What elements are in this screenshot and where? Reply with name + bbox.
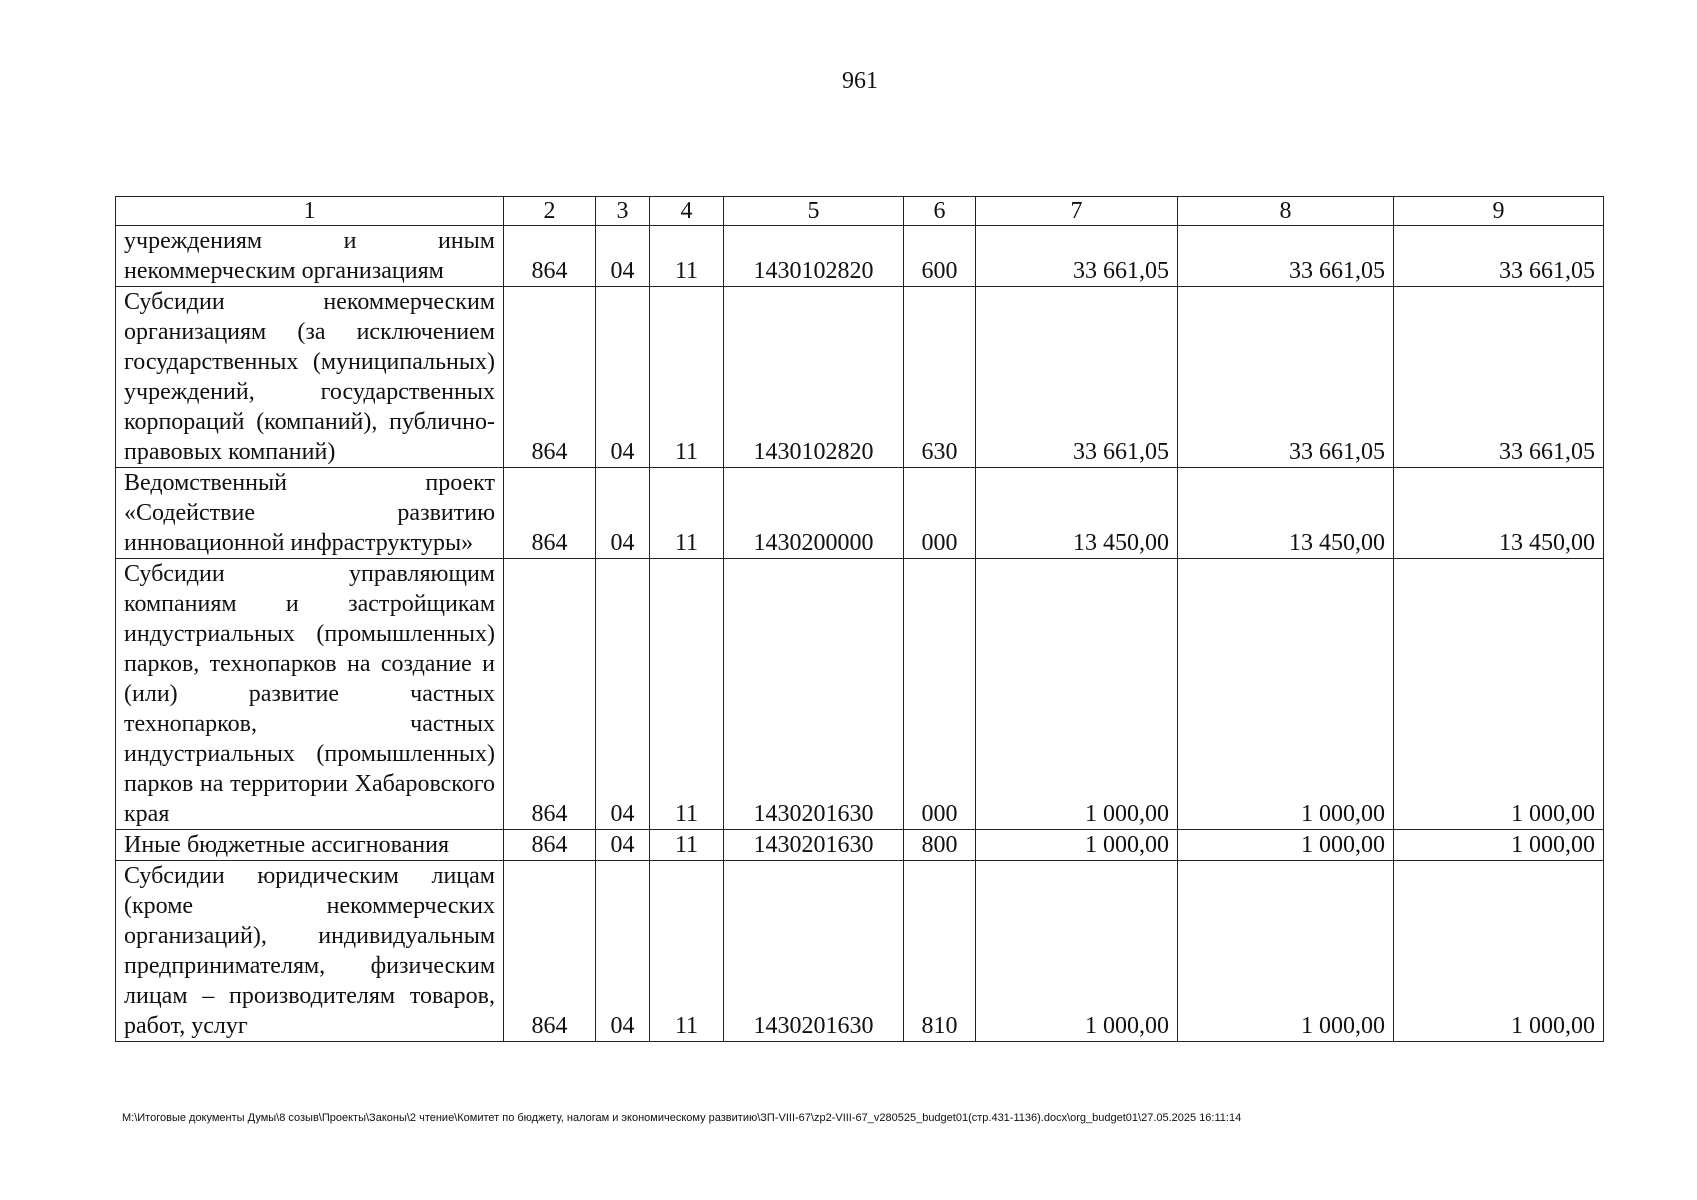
expense-type-code: 600 xyxy=(904,226,976,287)
table-row xyxy=(116,468,1604,559)
amount-col-8: 1 000,00 xyxy=(1178,861,1394,1042)
target-article-code: 1430201630 xyxy=(724,559,904,830)
ministry-code: 864 xyxy=(504,559,596,830)
section-code: 04 xyxy=(596,468,650,559)
ministry-code: 864 xyxy=(504,468,596,559)
header-cell: 6 xyxy=(904,197,976,226)
amount-col-7: 1 000,00 xyxy=(976,559,1178,830)
table-row xyxy=(116,861,1604,1042)
amount-col-8: 1 000,00 xyxy=(1178,830,1394,861)
amount-col-7: 13 450,00 xyxy=(976,468,1178,559)
row-name: Субсидии юридическим лицам (кроме некоммерческих организаций), индивидуальным предпринимателям, физическим лицам – производителям товаров, работ, услуг xyxy=(116,861,504,1042)
table-row xyxy=(116,830,1604,861)
header-cell: 2 xyxy=(504,197,596,226)
document-file-path: M:\Итоговые документы Думы\8 созыв\Проекты\Законы\2 чтение\Комитет по бюджету, налогам и экономическому развитию\ЗП-VIII-67\zp2-VIII-67_v280525_budget01(стр.431-1136).docx\org_budget01\27.05.2025 16:11:14 xyxy=(122,1112,1242,1124)
target-article-code: 1430102820 xyxy=(724,226,904,287)
table-header-row xyxy=(116,197,1604,226)
amount-col-9: 13 450,00 xyxy=(1394,468,1604,559)
target-article-code: 1430102820 xyxy=(724,287,904,468)
amount-col-7: 33 661,05 xyxy=(976,226,1178,287)
amount-col-8: 33 661,05 xyxy=(1178,287,1394,468)
row-name: Субсидии управляющим компаниям и застройщикам индустриальных (промышленных) парков, технопарков на создание и (или) развитие частных технопарков, частных индустриальных (промышленных) парков на территории Хабаровского края xyxy=(116,559,504,830)
target-article-code: 1430201630 xyxy=(724,861,904,1042)
table-row xyxy=(116,287,1604,468)
expense-type-code: 000 xyxy=(904,559,976,830)
expense-type-code: 810 xyxy=(904,861,976,1042)
expense-type-code: 800 xyxy=(904,830,976,861)
table-row xyxy=(116,559,1604,830)
ministry-code: 864 xyxy=(504,226,596,287)
amount-col-9: 33 661,05 xyxy=(1394,287,1604,468)
subsection-code: 11 xyxy=(650,830,724,861)
amount-col-8: 33 661,05 xyxy=(1178,226,1394,287)
amount-col-8: 13 450,00 xyxy=(1178,468,1394,559)
section-code: 04 xyxy=(596,226,650,287)
amount-col-7: 1 000,00 xyxy=(976,830,1178,861)
page-number: 961 xyxy=(842,68,878,94)
amount-col-7: 1 000,00 xyxy=(976,861,1178,1042)
section-code: 04 xyxy=(596,861,650,1042)
row-name: Ведомственный проект «Содействие развитию инновационной инфраструктуры» xyxy=(116,468,504,559)
header-cell: 4 xyxy=(650,197,724,226)
section-code: 04 xyxy=(596,287,650,468)
target-article-code: 1430200000 xyxy=(724,468,904,559)
row-name: Иные бюджетные ассигнования xyxy=(116,830,504,861)
table-row xyxy=(116,226,1604,287)
header-cell: 8 xyxy=(1178,197,1394,226)
amount-col-9: 33 661,05 xyxy=(1394,226,1604,287)
subsection-code: 11 xyxy=(650,559,724,830)
amount-col-9: 1 000,00 xyxy=(1394,559,1604,830)
ministry-code: 864 xyxy=(504,830,596,861)
header-cell: 9 xyxy=(1394,197,1604,226)
amount-col-7: 33 661,05 xyxy=(976,287,1178,468)
expense-type-code: 000 xyxy=(904,468,976,559)
section-code: 04 xyxy=(596,830,650,861)
target-article-code: 1430201630 xyxy=(724,830,904,861)
header-cell: 7 xyxy=(976,197,1178,226)
amount-col-9: 1 000,00 xyxy=(1394,830,1604,861)
subsection-code: 11 xyxy=(650,468,724,559)
header-cell: 3 xyxy=(596,197,650,226)
section-code: 04 xyxy=(596,559,650,830)
subsection-code: 11 xyxy=(650,287,724,468)
row-name: учреждениям и иным некоммерческим организациям xyxy=(116,226,504,287)
expense-type-code: 630 xyxy=(904,287,976,468)
row-name: Субсидии некоммерческим организациям (за исключением государственных (муниципальных) учреждений, государственных корпораций (компаний), публично-правовых компаний) xyxy=(116,287,504,468)
header-cell: 1 xyxy=(116,197,504,226)
ministry-code: 864 xyxy=(504,861,596,1042)
subsection-code: 11 xyxy=(650,226,724,287)
header-cell: 5 xyxy=(724,197,904,226)
amount-col-8: 1 000,00 xyxy=(1178,559,1394,830)
amount-col-9: 1 000,00 xyxy=(1394,861,1604,1042)
subsection-code: 11 xyxy=(650,861,724,1042)
ministry-code: 864 xyxy=(504,287,596,468)
budget-table xyxy=(115,196,1604,1042)
